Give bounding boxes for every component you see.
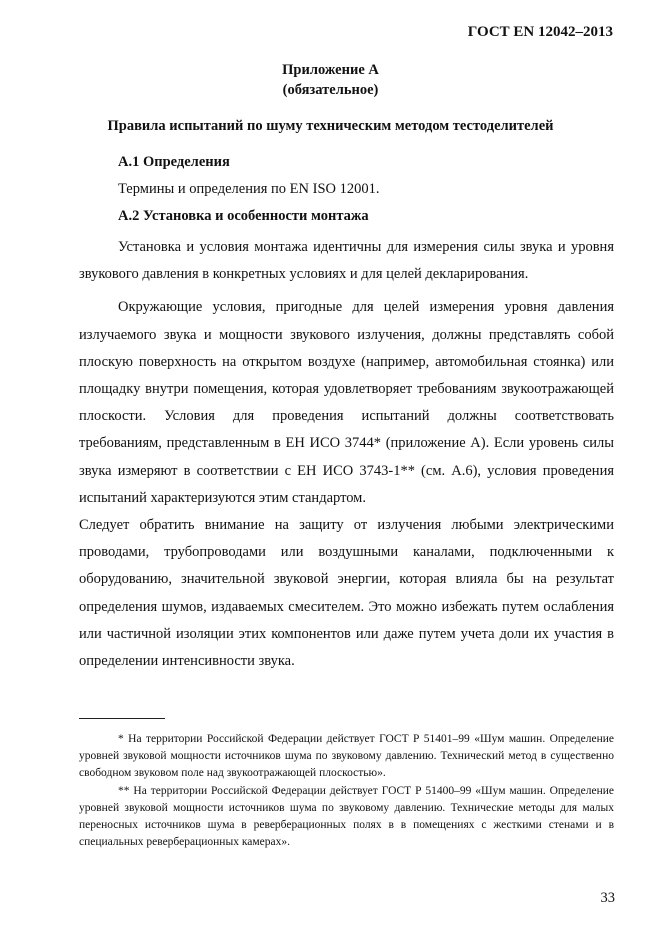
body-text [79,234,614,675]
footnote-divider [79,718,165,719]
paragraph-radiation: Следует обратить внимание на защиту от излучения любыми электрическими проводами, трубопроводами или воздушными каналами, подключенными к оборудованию, значительной звуковой энергии, которая влияла бы на результат определения шумов, издаваемых смесителем. Это можно избежать путем ослабления или частичной изоляции этих компонентов или даже путем учета доли их участия в определении интенсивности звука. [79,517,614,670]
page-number: 33 [600,890,615,906]
appendix-subtitle: (обязательное) [282,82,379,98]
footnote-2: ** На территории Российской Федерации действует ГОСТ Р 51400–99 «Шум машин. Определение уровней звуковой мощности источников шума по звуковому давлению. Технические методы для малых переносных источников шума в реверберационных полях в в помещениях с жесткими стенами и в специальных реверберационных камерах». [79,784,614,849]
section-a1-text: Термины и определения по EN ISO 12001. [118,181,380,197]
document-code-header: ГОСТ EN 12042–2013 [467,24,613,40]
paragraph-environment: Окружающие условия, пригодные для целей измерения уровня давления излучаемого звука и мощности звукового излучения, должны представлять собой плоскую поверхность на открытом воздухе (например, автомобильная стоянка) или площадку внутри помещения, которая удовлетворяет требованиям звукоотражающей плоскости. Условия для проведения испытаний должны соответствовать требованиям, представленным в ЕН ИСО 3744* (приложение А). Если уровень силы звука измеряют в соответствии с ЕН ИСО 3743-1** (см. А.6), условия проведения испытаний характеризуются этим стандартом. [79,299,614,506]
footnotes [79,731,614,851]
footnote-1: * На территории Российской Федерации действует ГОСТ Р 51401–99 «Шум машин. Определение уровней звуковой мощности источников шума по звуковому давлению. Технический метод в существенно свободном звуковом поле над звукоотражающей плоскостью». [79,733,614,780]
appendix-heading: Правила испытаний по шуму техническим методом тестоделителей [107,118,554,134]
section-a1-title: А.1 Определения [118,154,230,170]
section-a2-title: А.2 Установка и особенности монтажа [118,208,369,224]
paragraph-installation: Установка и условия монтажа идентичны для измерения силы звука и уровня звукового давления в конкретных условиях и для целей декларирования. [79,239,614,283]
appendix-title: Приложение А [282,62,379,78]
